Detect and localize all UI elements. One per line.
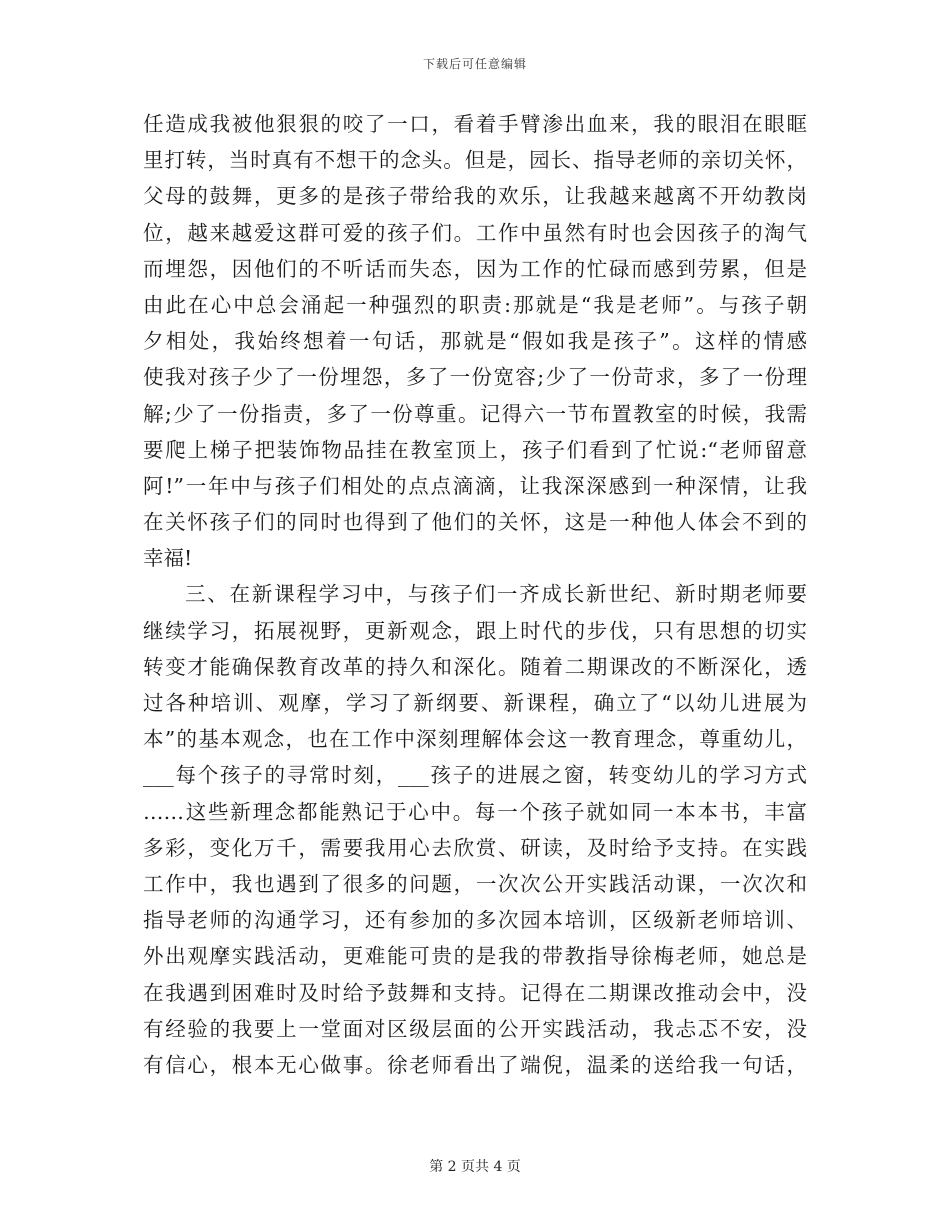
page-header: 下载后可任意编辑 <box>422 57 527 71</box>
text-line: 幸福! <box>143 546 193 571</box>
text-line: 工作中，我也遇到了很多的问题，一次次公开实践活动课，一次次和 <box>143 871 807 896</box>
page-footer: 第 2 页共 4 页 <box>429 1159 521 1175</box>
text-line: 要爬上梯子把装饰物品挂在教室顶上，孩子们看到了忙说:“老师留意 <box>143 437 807 462</box>
text-line: 位，越来越爱这群可爱的孩子们。工作中虽然有时也会因孩子的淘气 <box>143 220 807 245</box>
text-line: 指导老师的沟通学习，还有参加的多次园本培训，区级新老师培训、 <box>143 908 807 933</box>
text-line: 有信心，根本无心做事。徐老师看出了端倪，温柔的送给我一句话， <box>143 1052 807 1077</box>
text-line: 在我遇到困难时及时给予鼓舞和支持。记得在二期课改推动会中，没 <box>143 980 807 1005</box>
text-line: 本”的基本观念，也在工作中深刻理解体会这一教育理念，尊重幼儿， <box>143 727 807 752</box>
text-line: 三、在新课程学习中，与孩子们一齐成长新世纪、新时期老师要 <box>185 582 807 607</box>
text-line: 多彩，变化万千，需要我用心去欣赏、研读，及时给予支持。在实践 <box>143 835 807 860</box>
text-line: 在关怀孩子们的同时也得到了他们的关怀，这是一种他人体会不到的 <box>143 510 807 535</box>
text-line: 父母的鼓舞，更多的是孩子带给我的欢乐，让我越来越离不开幼教岗 <box>143 184 807 209</box>
text-line: 解;少了一份指责，多了一份尊重。记得六一节布置教室的时候，我需 <box>143 401 807 426</box>
text-line: 而埋怨，因他们的不听话而失态，因为工作的忙碌而感到劳累，但是 <box>143 256 807 281</box>
text-line: 任造成我被他狠狠的咬了一口，看着手臂渗出血来，我的眼泪在眼眶 <box>143 112 807 136</box>
text-line: 继续学习，拓展视野，更新观念，跟上时代的步伐，只有思想的切实 <box>143 618 807 643</box>
text-line: 夕相处，我始终想着一句话，那就是“假如我是孩子”。这样的情感 <box>143 329 807 354</box>
text-line: 使我对孩子少了一份埋怨，多了一份宽容;少了一份苛求，多了一份理 <box>143 365 807 390</box>
text-line: 过各种培训、观摩，学习了新纲要、新课程，确立了“以幼儿进展为 <box>143 691 807 715</box>
body-text <box>143 106 807 1083</box>
text-line: 阿!”一年中与孩子们相处的点点滴滴，让我深深感到一种深情，让我 <box>143 473 807 498</box>
text-line: 外出观摩实践活动，更难能可贵的是我的带教指导徐梅老师，她总是 <box>143 944 807 969</box>
text-line: 有经验的我要上一堂面对区级层面的公开实践活动，我忐忑不安，没 <box>143 1016 807 1041</box>
text-line: ___每个孩子的寻常时刻，___孩子的进展之窗，转变幼儿的学习方式 <box>143 763 807 788</box>
text-line: 里打转，当时真有不想干的念头。但是，园长、指导老师的亲切关怀， <box>143 148 807 173</box>
text-line: ……这些新理念都能熟记于心中。每一个孩子就如同一本本书，丰富 <box>143 799 807 824</box>
text-line: 由此在心中总会涌起一种强烈的职责:那就是“我是老师”。与孩子朝 <box>143 292 807 317</box>
text-line: 转变才能确保教育改革的持久和深化。随着二期课改的不断深化，透 <box>143 654 807 679</box>
